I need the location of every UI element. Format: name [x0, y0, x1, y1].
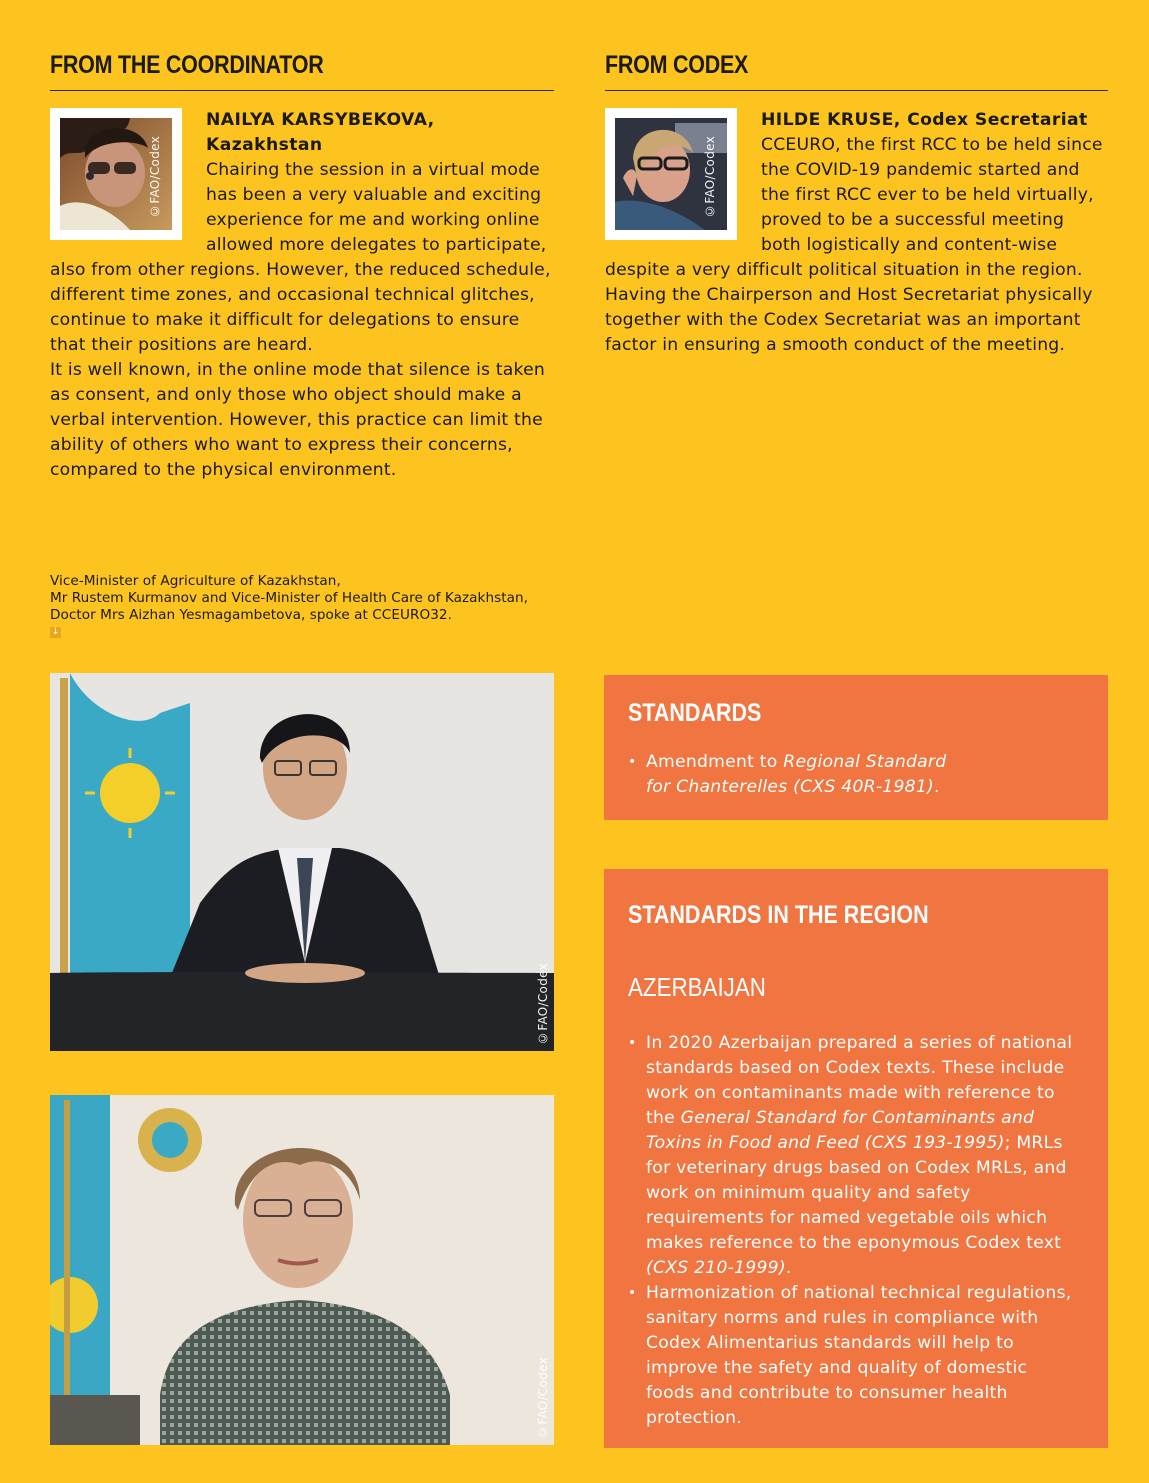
codex-section — [605, 48, 1108, 358]
photo-credit: ©FAO/Codex — [148, 136, 162, 218]
caption-line: Vice-Minister of Agriculture of Kazakhstan, — [50, 573, 341, 589]
photo-credit: ©FAO/Codex — [536, 963, 550, 1045]
standards-item — [628, 750, 958, 800]
coordinator-paragraph: It is well known, in the online mode that silence is taken as consent, and only those who object should make a verbal intervention. However, this practice can limit the ability of others who want to express their concerns, compared to the physical environment. — [50, 360, 545, 480]
coordinator-portrait — [50, 108, 182, 240]
coordinator-name: NAILYA KARSYBEKOVA, — [206, 110, 435, 130]
caption-line: Doctor Mrs Aizhan Yesmagambetova, spoke at CCEURO32. — [50, 607, 452, 623]
region-bullet: • Harmonization of national technical regulations, sanitary norms and rules in compliance with Codex Alimentarius standards will help to improve the safety and quality of domestic foods and contribute to consumer health protection. — [628, 1281, 1076, 1431]
standards-item-suffix: . — [933, 777, 940, 797]
codex-section-title: FROM CODEX — [605, 51, 749, 79]
codex-portrait — [605, 108, 737, 240]
photo-caption — [50, 573, 570, 638]
region-bullet-text: ; MRLs for veterinary drugs based on Codex MRLs, and work on minimum quality and safety requirements for named vegetable oils which makes reference to the eponymous Codex text — [646, 1133, 1067, 1253]
coordinator-section-title: FROM THE COORDINATOR — [50, 51, 324, 79]
region-bullet-italic: General Standard for Contaminants and Toxins in Food and Feed (CXS 193-1995) — [646, 1108, 1035, 1153]
codex-name: HILDE KRUSE, Codex Secretariat — [761, 110, 1088, 130]
standards-region-box — [604, 869, 1108, 1448]
codex-article — [605, 108, 1108, 358]
section-divider — [50, 90, 554, 91]
codex-paragraph: CCEURO, the first RCC to be held since the COVID-19 pandemic started and the first RCC ever to be held virtually, proved to be a successful meeting both logistically and content-wise despite a very difficult political situation in the region. Having the Chairperson and Host Secretariat physically together with the Codex Secretariat was an important factor in ensuring a smooth conduct of the meeting. — [605, 135, 1103, 355]
coordinator-article — [50, 108, 554, 483]
region-bullet — [628, 1031, 1076, 1281]
photo-credit: ©FAO/Codex — [536, 1357, 550, 1439]
standards-title: STANDARDS — [628, 699, 762, 727]
standards-region-title: STANDARDS IN THE REGION — [628, 901, 929, 929]
arrow-down-icon: ↓ — [51, 627, 60, 637]
region-bullet-text: In 2020 Azerbaijan prepared a series of national standards based on Codex texts. These include work on contaminants made with reference to the — [646, 1033, 1073, 1128]
photo-vice-minister-health — [50, 1095, 554, 1445]
standards-box — [604, 675, 1108, 820]
region-bullet-italic: (CXS 210-1999) — [646, 1258, 786, 1278]
region-bullet-text: . — [785, 1258, 792, 1278]
coordinator-section — [50, 48, 554, 483]
standards-item-italic: Regional Standard for Chanterelles (CXS 40R-1981) — [646, 752, 947, 797]
coordinator-paragraph: Chairing the session in a virtual mode has been a very valuable and exciting experience for me and working online allowed more delegates to participate, also from other regions. However, the reduced schedule, different time zones, and occasional technical glitches, continue to make it difficult for delegations to ensure that their positions are heard. — [50, 160, 551, 355]
region-country-heading: AZERBAIJAN — [628, 972, 766, 1002]
coordinator-country: Kazakhstan — [206, 135, 323, 155]
photo-credit: ©FAO/Codex — [703, 136, 717, 218]
section-divider — [605, 90, 1108, 91]
caption-line: Mr Rustem Kurmanov and Vice-Minister of Health Care of Kazakhstan, — [50, 590, 529, 606]
photo-vice-minister-agriculture — [50, 673, 554, 1051]
standards-item-text: Amendment to — [646, 752, 784, 772]
